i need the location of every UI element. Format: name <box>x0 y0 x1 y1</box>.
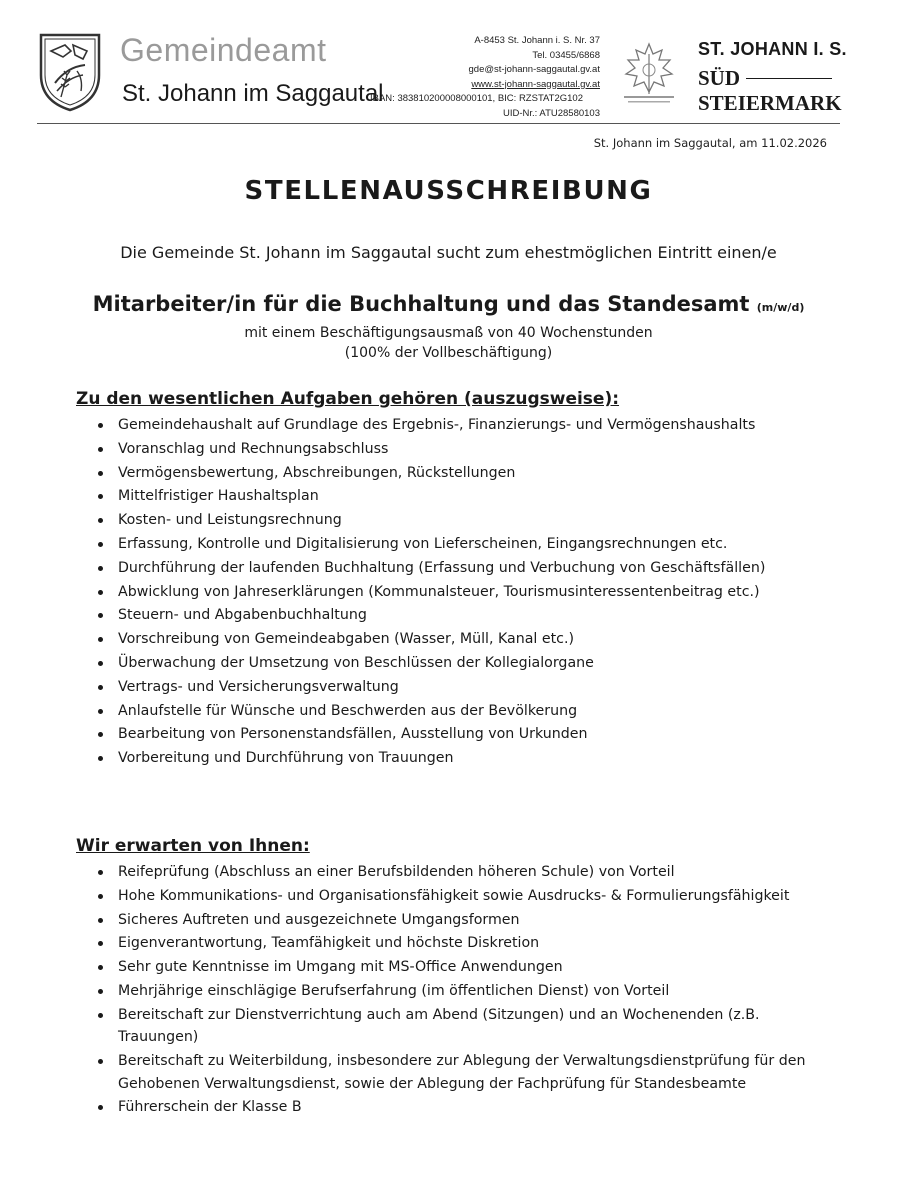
bullet-icon <box>98 661 103 666</box>
bullet-icon <box>98 494 103 499</box>
org-title: Gemeindeamt <box>120 32 327 68</box>
bullet-icon <box>98 685 103 690</box>
position-name: Mitarbeiter/in für die Buchhaltung und das Standesamt <box>92 292 750 316</box>
bullet-icon <box>98 941 103 946</box>
bullet-icon <box>98 566 103 571</box>
bullet-icon <box>98 965 103 970</box>
list-item <box>96 723 816 746</box>
bullet-icon <box>98 870 103 875</box>
list-item <box>96 557 816 580</box>
list-item-text: Sehr gute Kenntnisse im Umgang mit MS-Office Anwendungen <box>118 959 563 976</box>
bullet-icon <box>98 590 103 595</box>
region-line-2: SÜD <box>698 66 741 90</box>
intro-text: Die Gemeinde St. Johann im Saggautal sucht zum ehestmöglichen Eintritt einen/e <box>120 243 777 262</box>
list-item <box>96 652 816 675</box>
list-item <box>96 885 816 908</box>
bullet-icon <box>98 518 103 523</box>
list-item-text: Abwicklung von Jahreserklärungen (Kommunalsteuer, Tourismusinteressentenbeitrag etc.) <box>118 583 760 600</box>
list-item <box>96 676 816 699</box>
region-logo <box>698 39 847 116</box>
page-title: STELLENAUSSCHREIBUNG <box>244 176 653 206</box>
contact-bank-details: IBAN: 383810200008000101, BIC: RZSTAT2G102 <box>370 93 584 104</box>
list-item <box>96 509 816 532</box>
list-item-text: Vorschreibung von Gemeindeabgaben (Wasser, Müll, Kanal etc.) <box>118 631 575 648</box>
contact-phone: Tel. 03455/6868 <box>532 49 600 61</box>
list-item <box>96 414 816 437</box>
list-item <box>96 628 816 651</box>
list-item-text: Anlaufstelle für Wünsche und Beschwerden aus der Bevölkerung <box>118 702 578 719</box>
list-item-text: Vorbereitung und Durchführung von Trauungen <box>118 750 454 767</box>
employment-extent <box>0 323 897 363</box>
municipal-coat-of-arms <box>37 31 103 113</box>
header-divider <box>37 123 840 124</box>
bullet-icon <box>98 423 103 428</box>
list-item-text: Erfassung, Kontrolle und Digitalisierung von Lieferscheinen, Eingangsrechnungen etc. <box>118 535 728 552</box>
list-item <box>96 1096 816 1119</box>
contact-uid: UID-Nr.: ATU28580103 <box>503 107 600 119</box>
bullet-icon <box>98 613 103 618</box>
bullet-icon <box>98 447 103 452</box>
bullet-icon <box>98 637 103 642</box>
list-item <box>96 980 816 1003</box>
list-item-text: Vertrags- und Versicherungsverwaltung <box>118 678 399 695</box>
list-item <box>96 700 816 723</box>
list-item <box>96 533 816 556</box>
list-item-text: Bereitschaft zu Weiterbildung, insbesondere zur Ablegung der Verwaltungsdienstprüfung für den Gehobenen Verwaltungsdienst, sowie der Ablegung der Fachprüfung für Standesbeamte <box>118 1053 806 1092</box>
list-item <box>96 485 816 508</box>
list-item-text: Mittelfristiger Haushaltsplan <box>118 488 319 505</box>
bullet-icon <box>98 471 103 476</box>
org-subtitle: St. Johann im Saggautal <box>122 80 384 107</box>
bullet-icon <box>98 732 103 737</box>
list-item <box>96 861 816 884</box>
tasks-list <box>96 414 816 771</box>
position-title <box>0 292 897 316</box>
requirements-heading: Wir erwarten von Ihnen: <box>76 836 310 856</box>
list-item <box>96 462 816 485</box>
extent-line-1: mit einem Beschäftigungsausmaß von 40 Wochenstunden <box>244 325 653 341</box>
list-item <box>96 909 816 932</box>
tasks-heading: Zu den wesentlichen Aufgaben gehören (auszugsweise): <box>76 389 620 409</box>
list-item-text: Mehrjährige einschlägige Berufserfahrung (im öffentlichen Dienst) von Vorteil <box>118 982 670 999</box>
bullet-icon <box>98 1059 103 1064</box>
bullet-icon <box>98 709 103 714</box>
list-item-text: Durchführung der laufenden Buchhaltung (Erfassung und Verbuchung von Geschäftsfällen) <box>118 559 766 576</box>
list-item-text: Sicheres Auftreten und ausgezeichnete Umgangsformen <box>118 911 520 928</box>
extent-line-2: (100% der Vollbeschäftigung) <box>344 345 553 361</box>
list-item-text: Überwachung der Umsetzung von Beschlüssen der Kollegialorgane <box>118 654 594 671</box>
list-item <box>96 438 816 461</box>
list-item <box>96 747 816 770</box>
region-line-3: STEIERMARK <box>698 91 842 115</box>
list-item-text: Reifeprüfung (Abschluss an einer Berufsbildenden höheren Schule) von Vorteil <box>118 864 675 880</box>
bullet-icon <box>98 894 103 899</box>
bullet-icon <box>98 989 103 994</box>
contact-website[interactable]: www.st-johann-saggautal.gv.at <box>471 78 600 90</box>
region-line-1: ST. JOHANN I. S. <box>698 39 847 59</box>
list-item <box>96 604 816 627</box>
list-item <box>96 1004 816 1049</box>
contact-address: A-8453 St. Johann i. S. Nr. 37 <box>474 35 600 46</box>
position-tag: (m/w/d) <box>756 301 805 314</box>
list-item-text: Bereitschaft zur Dienstverrichtung auch am Abend (Sitzungen) und an Wochenenden (z.B. Trauungen) <box>118 1006 760 1046</box>
list-item-text: Eigenverantwortung, Teamfähigkeit und höchste Diskretion <box>118 935 540 952</box>
bullet-icon <box>98 1105 103 1110</box>
list-item-text: Führerschein der Klasse B <box>118 1099 302 1116</box>
list-item <box>96 1050 816 1095</box>
naturpark-emblem-icon <box>620 40 678 110</box>
list-item <box>96 581 816 604</box>
list-item-text: Kosten- und Leistungsrechnung <box>118 512 342 529</box>
list-item-text: Vermögensbewertung, Abschreibungen, Rückstellungen <box>118 464 516 481</box>
region-divider <box>746 78 832 79</box>
list-item-text: Voranschlag und Rechnungsabschluss <box>118 440 389 457</box>
list-item-text: Bearbeitung von Personenstandsfällen, Ausstellung von Urkunden <box>118 726 588 743</box>
contact-block <box>370 34 600 121</box>
list-item-text: Gemeindehaushalt auf Grundlage des Ergebnis-, Finanzierungs- und Vermögenshaushalts <box>118 417 756 433</box>
list-item-text: Steuern- und Abgabenbuchhaltung <box>118 607 367 624</box>
bullet-icon <box>98 918 103 923</box>
bullet-icon <box>98 1013 103 1018</box>
list-item <box>96 956 816 979</box>
list-item-text: Hohe Kommunikations- und Organisationsfähigkeit sowie Ausdrucks- & Formulierungsfähigkeit <box>118 887 790 904</box>
contact-email[interactable]: gde@st-johann-saggautal.gv.at <box>468 64 600 75</box>
date-line: St. Johann im Saggautal, am 11.02.2026 <box>593 136 827 150</box>
requirements-list <box>96 861 816 1120</box>
bullet-icon <box>98 542 103 547</box>
bullet-icon <box>98 756 103 761</box>
list-item <box>96 932 816 955</box>
